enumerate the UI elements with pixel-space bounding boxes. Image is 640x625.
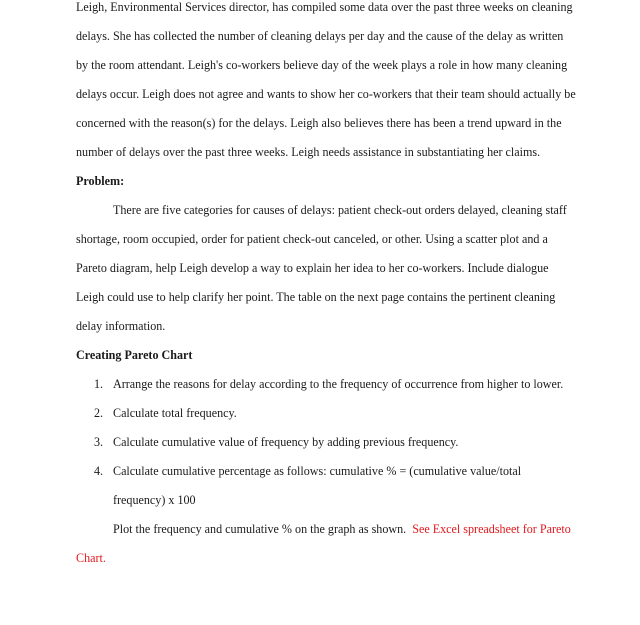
- step-number: 2.: [94, 406, 104, 420]
- list-item: [76, 370, 576, 399]
- step-number: 4.: [94, 464, 104, 478]
- intro-paragraph: Leigh, Environmental Services director, has compiled some data over the past three weeks on cleaning delays. She has collected the number of cleaning delays per day and the cause of the delay as written by the room attendant. Leigh's co-workers believe day of the week plays a role in how many cleaning delays occur. Leigh does not agree and wants to show her co-workers that their team should actually be concerned with the reason(s) for the delays. Leigh also believes there has been a trend upward in the number of delays over the past three weeks. Leigh needs assistance in substantiating her claims.: [76, 0, 576, 159]
- list-item: [76, 399, 576, 428]
- closing-text: Plot the frequency and cumulative % on the graph as shown.: [113, 522, 413, 536]
- list-item: [76, 457, 576, 515]
- step-text: Calculate cumulative percentage as follows: cumulative % = (cumulative value/total frequency) x 100: [113, 464, 522, 507]
- step-number: 3.: [94, 435, 104, 449]
- problem-heading: Problem:: [76, 174, 125, 188]
- document-page: [76, 0, 576, 573]
- excel-reference-text: See Excel spreadsheet for Pareto Chart.: [76, 522, 571, 565]
- problem-paragraph: There are five categories for causes of delays: patient check-out orders delayed, cleaning staff shortage, room occupied, order for patient check-out canceled, or other. Using a scatter plot and a Pareto diagram, help Leigh develop a way to explain her idea to her co-workers. Include dialogue Leigh could use to help clarify her point. The table on the next page contains the pertinent cleaning delay information.: [76, 203, 567, 333]
- step-text: Calculate cumulative value of frequency by adding previous frequency.: [113, 435, 459, 449]
- pareto-steps-list: [76, 370, 576, 515]
- list-item: [76, 428, 576, 457]
- pareto-heading: Creating Pareto Chart: [76, 348, 193, 362]
- step-text: Calculate total frequency.: [113, 406, 237, 420]
- step-text: Arrange the reasons for delay according to the frequency of occurrence from higher to lower.: [113, 377, 564, 391]
- closing-paragraph: [76, 515, 576, 573]
- step-number: 1.: [94, 377, 104, 391]
